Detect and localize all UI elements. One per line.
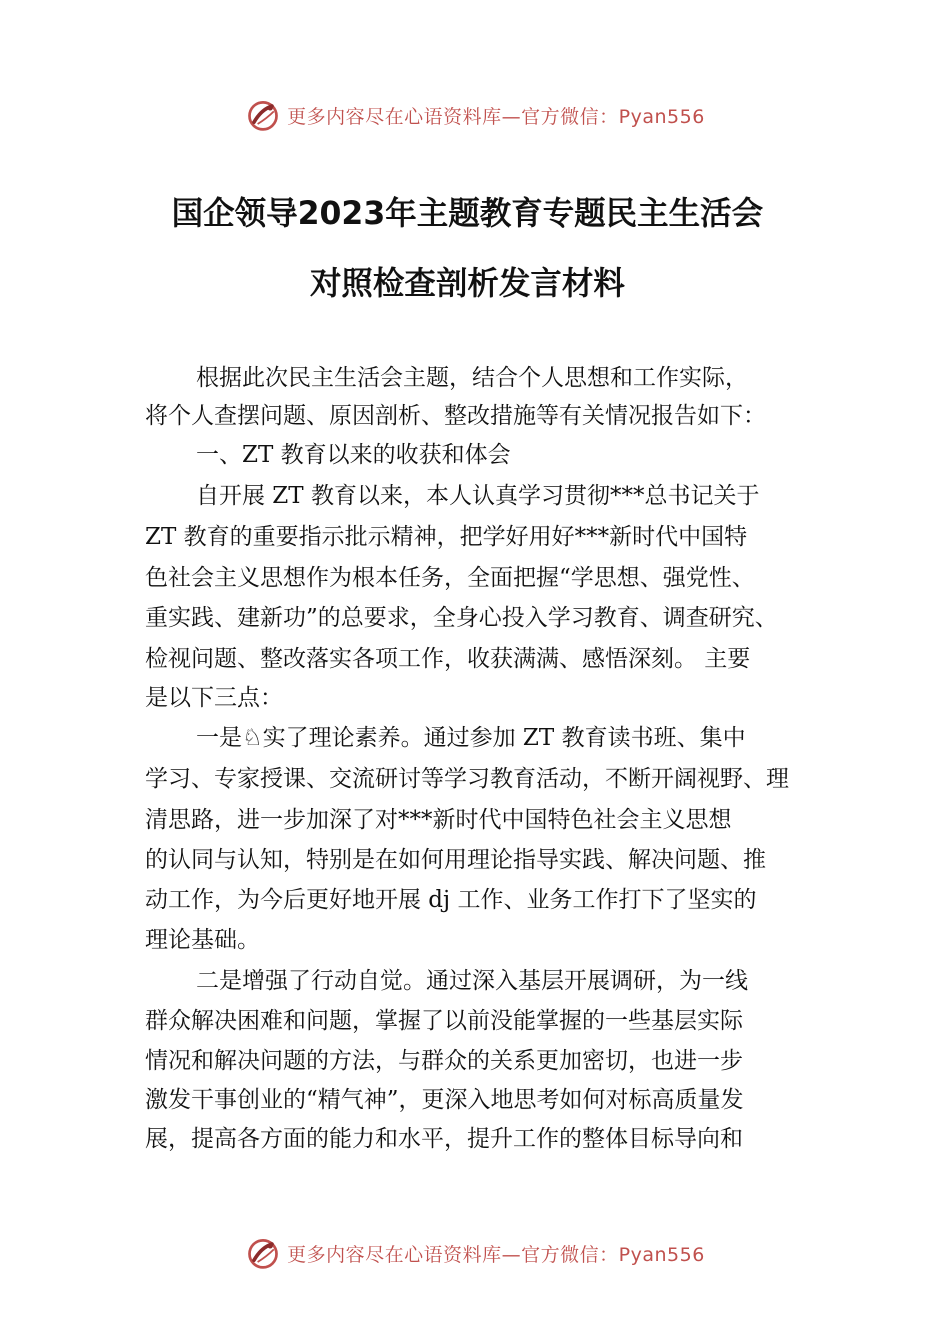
body-line: 学习、专家授课、交流研讨等学习教育活动，不断开阔视野、理 — [145, 766, 789, 792]
body-line: 二是增强了行动自觉。通过深入基层开展调研，为一线 — [196, 968, 748, 994]
section-heading: 一、ZT 教育以来的收获和体会 — [196, 442, 511, 468]
body-line: 色社会主义思想作为根本任务，全面把握“学思想、强党性、 — [145, 565, 755, 591]
document-title-line-2: 对照检查剖析发言材料 — [309, 264, 625, 302]
brand-logo-icon — [245, 97, 281, 133]
footer-banner — [0, 1233, 950, 1273]
brand-logo-icon — [245, 1235, 281, 1271]
body-line: 激发干事创业的“精气神”，更深入地思考如何对标高质量发 — [145, 1087, 744, 1113]
banner-text: 更多内容尽在心语资料库—官方微信：Pyan556 — [287, 1243, 705, 1266]
body-line: ZT 教育的重要指示批示精神，把学好用好***新时代中国特 — [145, 524, 748, 550]
body-line: 的认同与认知，特别是在如何用理论指导实践、解决问题、推 — [145, 847, 766, 873]
body-line: 情况和解决问题的方法，与群众的关系更加密切，也进一步 — [145, 1048, 743, 1074]
body-line: 根据此次民主生活会主题，结合个人思想和工作实际， — [196, 365, 748, 391]
body-line: 一是♘实了理论素养。通过参加 ZT 教育读书班、集中 — [196, 725, 746, 751]
document-title-line-1: 国企领导2023年主题教育专题民主生活会 — [171, 194, 764, 232]
header-banner — [0, 95, 950, 135]
body-line: 自开展 ZT 教育以来，本人认真学习贯彻***总书记关于 — [196, 483, 760, 509]
body-line: 重实践、建新功”的总要求，全身心投入学习教育、调查研究、 — [145, 605, 778, 631]
body-line: 动工作，为今后更好地开展 dj 工作、业务工作打下了坚实的 — [145, 887, 757, 913]
body-line: 将个人查摆问题、原因剖析、整改措施等有关情况报告如下： — [145, 403, 766, 429]
body-line: 检视问题、整改落实各项工作，收获满满、感悟深刻。 主要 — [145, 646, 751, 672]
body-line: 清思路，进一步加深了对***新时代中国特色社会主义思想 — [145, 807, 732, 833]
body-line: 展，提高各方面的能力和水平，提升工作的整体目标导向和 — [145, 1126, 743, 1152]
body-line: 是以下三点： — [145, 685, 283, 711]
body-line: 群众解决困难和问题，掌握了以前没能掌握的一些基层实际 — [145, 1008, 743, 1034]
banner-text: 更多内容尽在心语资料库—官方微信：Pyan556 — [287, 105, 705, 128]
body-line: 理论基础。 — [145, 927, 260, 953]
